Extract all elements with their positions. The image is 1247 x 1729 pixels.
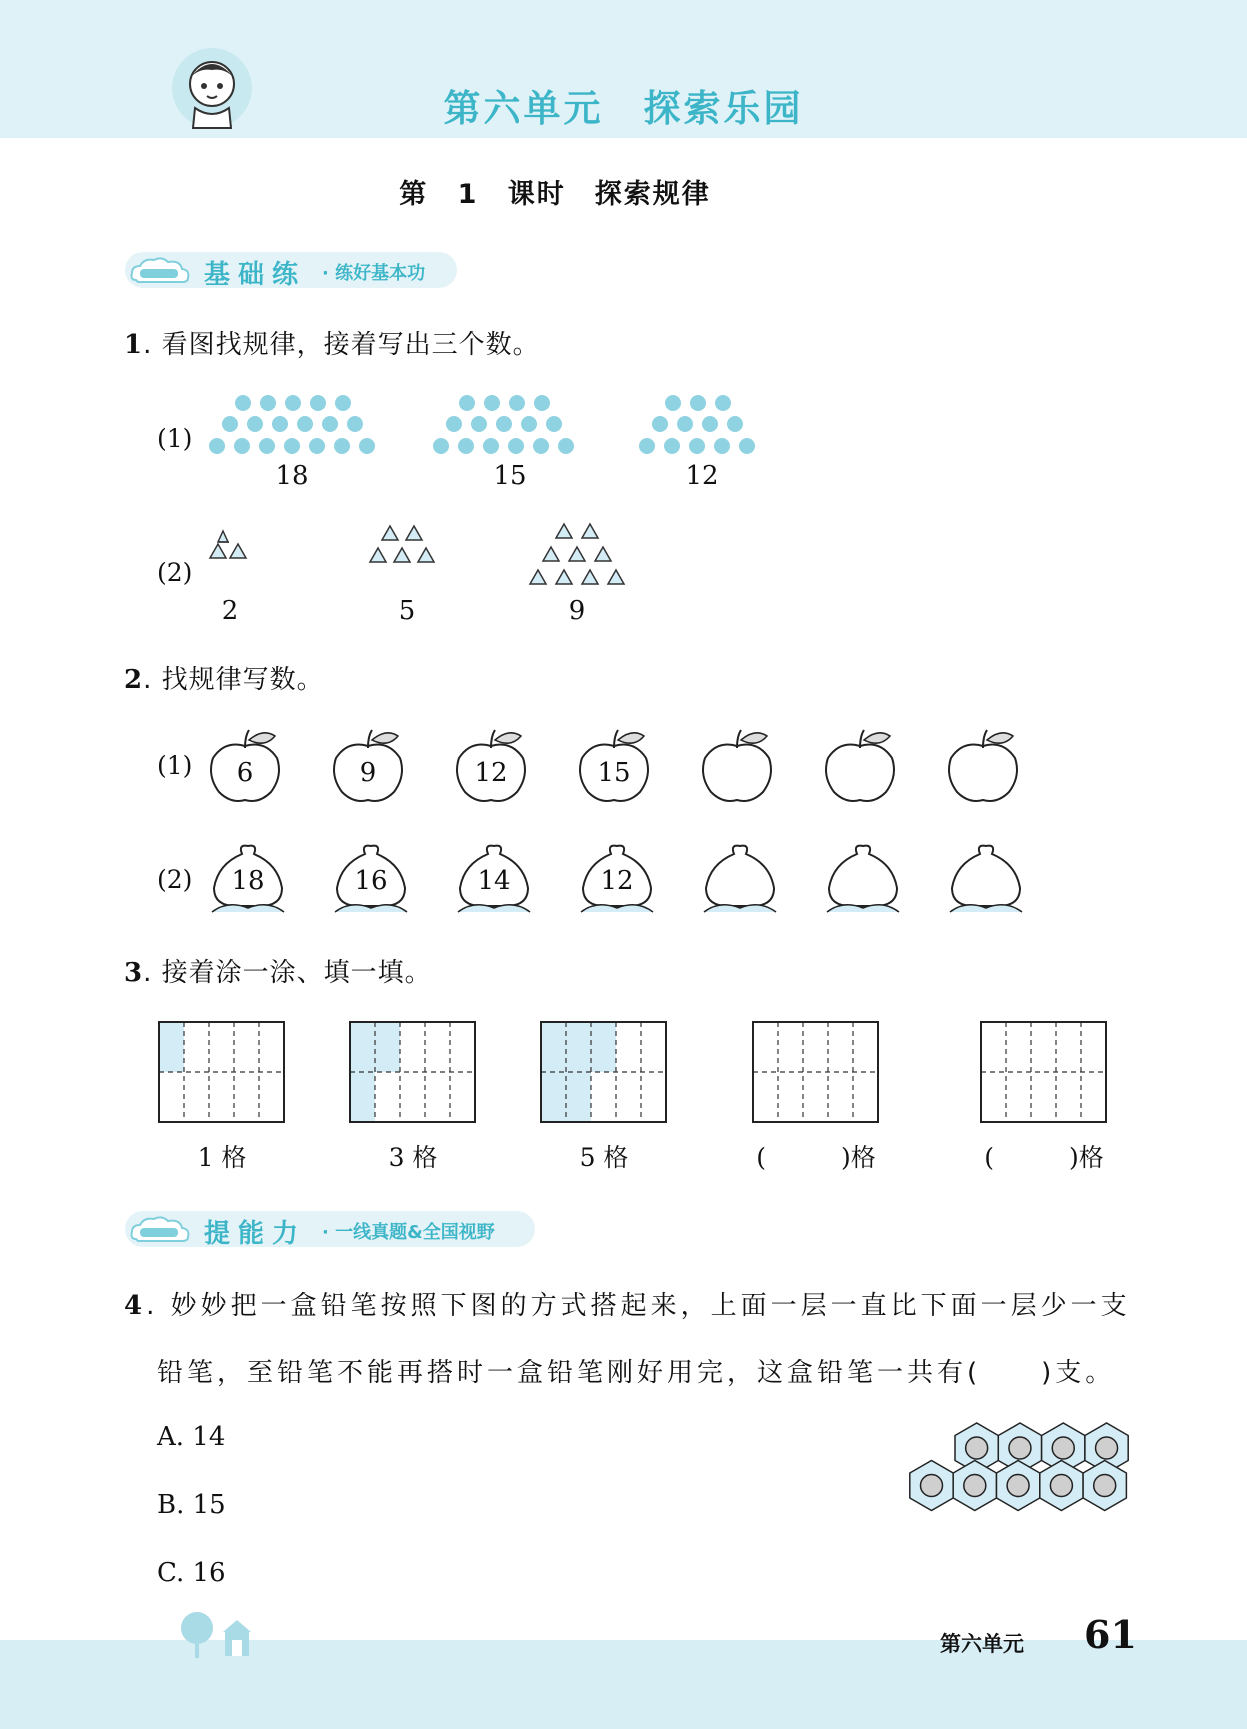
pencil-end <box>1083 1461 1126 1511</box>
triangle-pattern-5 <box>370 526 434 562</box>
peach-cell <box>331 842 411 922</box>
footer-unit: 第六单元 <box>940 1632 1024 1656</box>
apple-cell[interactable] <box>697 726 777 810</box>
apple-number: 6 <box>236 758 254 788</box>
triangle-pattern-9 <box>530 524 624 584</box>
option-b[interactable]: B. 15 <box>157 1490 226 1520</box>
question-4-line1: . 妙妙把一盒铅笔按照下图的方式搭起来，上面一层一直比下面一层少一支 <box>146 1291 1131 1321</box>
grid-box[interactable] <box>540 1021 667 1172</box>
question-4-number: 4 <box>124 1291 147 1321</box>
peach-number: 12 <box>600 866 634 896</box>
grid-label: 1 格 <box>197 1143 247 1172</box>
q1-part2-label: (2) <box>157 558 193 587</box>
peach-cell <box>208 842 288 922</box>
peach-cell[interactable] <box>700 842 780 922</box>
pencil-end <box>910 1461 953 1511</box>
q1-part1-label: (1) <box>157 424 193 453</box>
question-1-number: 1 <box>124 330 144 360</box>
apple-cell[interactable] <box>820 726 900 810</box>
section-title-basic: 基础练 <box>204 260 307 290</box>
grid-figure <box>158 1021 285 1123</box>
q1-part1-number: 15 <box>493 461 527 491</box>
question-3-text: . 接着涂一涂、填一填。 <box>143 958 432 988</box>
grid-label: ( )格 <box>756 1143 876 1172</box>
apple-cell <box>328 726 408 810</box>
apple-icon <box>697 726 777 806</box>
grid-box[interactable] <box>752 1021 879 1172</box>
apple-number: 9 <box>359 758 377 788</box>
dot-pattern-15 <box>433 395 574 454</box>
apple-number: 15 <box>597 758 631 788</box>
apple-icon <box>943 726 1023 806</box>
q1-part2-number: 9 <box>568 596 586 626</box>
unit-title: 第六单元 探索乐园 <box>443 87 804 130</box>
peach-cell <box>577 842 657 922</box>
house-tree-icon <box>175 1610 265 1660</box>
section-title-ability: 提能力 <box>204 1219 307 1249</box>
grid-label: 5 格 <box>579 1143 629 1172</box>
grid-box[interactable] <box>349 1021 476 1172</box>
grid-box[interactable] <box>980 1021 1107 1172</box>
option-a[interactable]: A. 14 <box>157 1422 226 1452</box>
q1-part1-number: 18 <box>275 461 309 491</box>
apple-cell[interactable] <box>943 726 1023 810</box>
pencil-end <box>953 1461 996 1511</box>
question-4-line2: 铅笔，至铅笔不能再搭时一盒铅笔刚好用完，这盒铅笔一共有( )支。 <box>157 1358 1116 1388</box>
peach-number: 18 <box>231 866 265 896</box>
grid-figure <box>752 1021 879 1123</box>
apple-icon <box>820 726 900 806</box>
pencil-stack-diagram <box>905 1420 1151 1530</box>
grid-label: ( )格 <box>984 1143 1104 1172</box>
apple-cell <box>574 726 654 810</box>
apple-cell <box>205 726 285 810</box>
peach-cell <box>454 842 534 922</box>
q2-part1-label: (1) <box>157 751 193 780</box>
page-number: 61 <box>1084 1612 1137 1657</box>
triangle-pattern-2 <box>210 531 246 558</box>
grid-figure <box>349 1021 476 1123</box>
cloud-icon <box>128 1213 192 1245</box>
section-subtitle-ability: · 一线真题&全国视野 <box>322 1222 495 1243</box>
grid-figure <box>980 1021 1107 1123</box>
section-subtitle-basic: · 练好基本功 <box>322 263 426 284</box>
peach-cell[interactable] <box>946 842 1026 922</box>
question-1 <box>124 324 540 361</box>
pencil-end <box>997 1461 1040 1511</box>
grid-label: 3 格 <box>388 1143 438 1172</box>
q2-part2-label: (2) <box>157 865 193 894</box>
pencil-end <box>1040 1461 1083 1511</box>
question-4 <box>124 1285 1131 1322</box>
question-2-number: 2 <box>124 665 144 695</box>
apple-number: 12 <box>474 758 508 788</box>
peach-number: 14 <box>477 866 511 896</box>
triangle-patterns <box>200 518 640 596</box>
question-2-text: . 找规律写数。 <box>143 665 324 695</box>
peach-icon <box>700 842 780 918</box>
peach-cell[interactable] <box>823 842 903 922</box>
peach-icon <box>946 842 1026 918</box>
cloud-icon <box>128 254 192 286</box>
q1-part1-number: 12 <box>685 461 719 491</box>
question-3 <box>124 952 432 989</box>
dot-pattern-12 <box>639 395 755 454</box>
dot-patterns <box>190 385 770 461</box>
grid-figure <box>540 1021 667 1123</box>
question-2 <box>124 659 324 696</box>
q1-part2-number: 2 <box>221 596 239 626</box>
apple-cell <box>451 726 531 810</box>
peach-icon <box>823 842 903 918</box>
lesson-title: 第 1 课时 探索规律 <box>399 179 711 210</box>
question-1-text: . 看图找规律，接着写出三个数。 <box>143 330 540 360</box>
grid-box[interactable] <box>158 1021 285 1172</box>
q1-part2-number: 5 <box>398 596 416 626</box>
peach-number: 16 <box>354 866 388 896</box>
dot-pattern-18 <box>209 395 375 454</box>
question-3-number: 3 <box>124 958 144 988</box>
option-c[interactable]: C. 16 <box>157 1558 226 1588</box>
